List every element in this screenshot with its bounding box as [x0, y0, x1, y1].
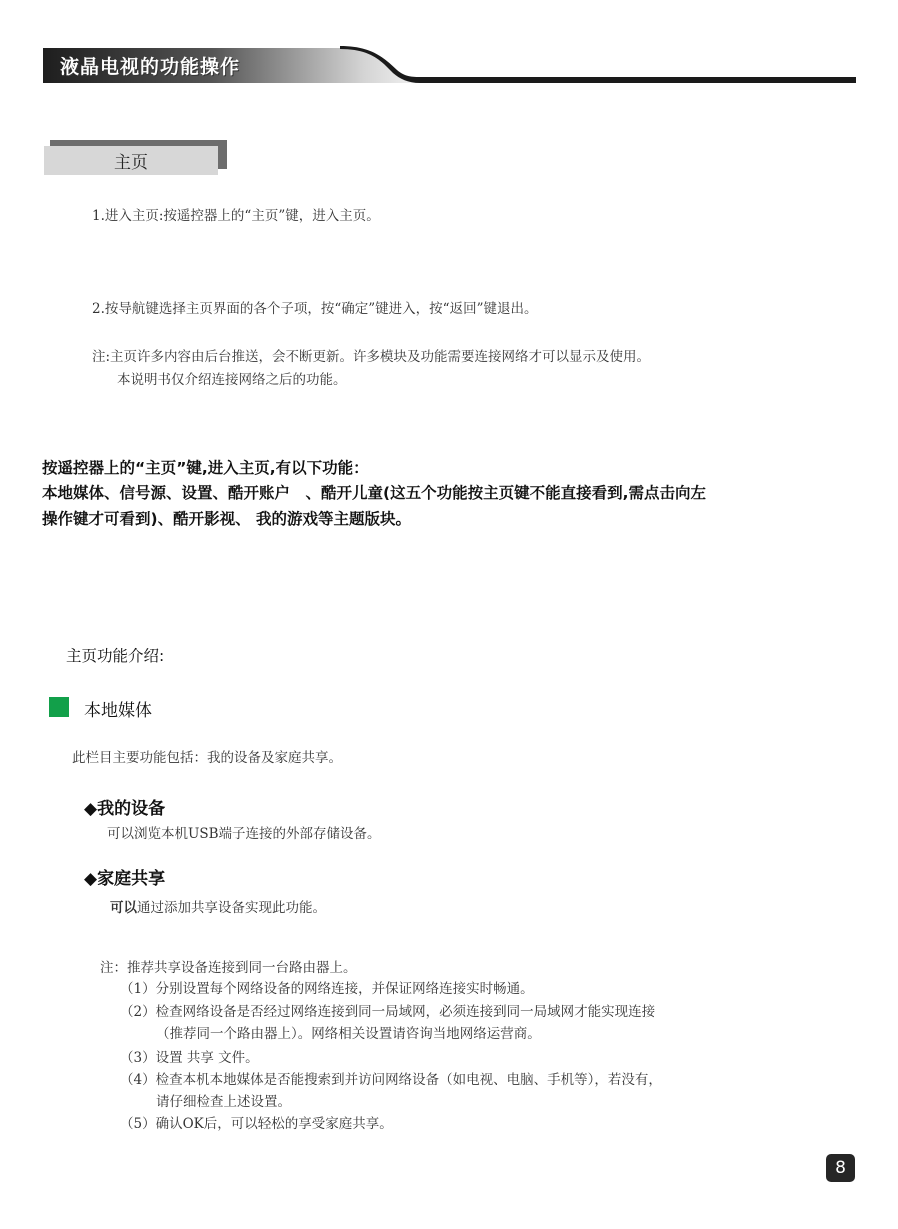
share-note-item-4a: （4）检查本机本地媒体是否能搜索到并访问网络设备（如电视、电脑、手机等），若没有， — [120, 1072, 662, 1088]
share-note-item-4b: 请仔细检查上述设置。 — [156, 1094, 291, 1110]
note-line-2: 本说明书仅介绍连接网络之后的功能。 — [117, 372, 347, 388]
share-note-item-5: （5）确认OK后，可以轻松的享受家庭共享。 — [120, 1116, 393, 1132]
my-devices-heading: ◆我的设备 — [84, 799, 166, 819]
share-note-item-2b: （推荐同一个路由器上）。网络相关设置请咨询当地网络运营商。 — [156, 1026, 541, 1042]
header-title: 液晶电视的功能操作 — [60, 56, 241, 78]
my-devices-desc: 可以浏览本机USB端子连接的外部存储设备。 — [107, 826, 381, 842]
local-media-desc: 此栏目主要功能包括：我的设备及家庭共享。 — [72, 750, 342, 766]
share-note-intro: 注：推荐共享设备连接到同一台路由器上。 — [100, 960, 357, 976]
share-note-item-1: （1）分别设置每个网络设备的网络连接，并保证网络连接实时畅通。 — [120, 981, 534, 997]
home-share-desc-bold: 可以 — [110, 900, 137, 916]
home-share-desc — [110, 896, 326, 916]
header-banner — [0, 0, 898, 100]
share-note-item-2a: （2）检查网络设备是否经过网络连接到同一局域网，必须连接到同一局域网才能实现连接 — [120, 1004, 656, 1020]
intro-heading: 主页功能介绍: — [66, 647, 165, 665]
home-share-heading: ◆家庭共享 — [84, 869, 166, 889]
local-media-heading: 本地媒体 — [84, 701, 152, 721]
section-tab — [44, 146, 218, 175]
note-line-1: 注:主页许多内容由后台推送，会不断更新。许多模块及功能需要连接网络才可以显示及使用。 — [92, 349, 651, 365]
summary-line-2: 本地媒体、信号源、设置、酷开账户 、酷开儿童(这五个功能按主页键不能直接看到,需点击向左 — [42, 484, 706, 502]
step-2: 2.按导航键选择主页界面的各个子项，按“确定”键进入，按“返回”键退出。 — [92, 301, 538, 317]
section-marker — [49, 697, 69, 717]
page-number: 8 — [826, 1154, 855, 1182]
share-note-item-3: （3）设置 共享 文件。 — [120, 1050, 259, 1066]
summary-line-1: 按遥控器上的“主页”键,进入主页,有以下功能： — [42, 459, 369, 477]
home-share-desc-rest: 通过添加共享设备实现此功能。 — [137, 900, 326, 916]
summary-line-3: 操作键才可看到)、酷开影视、 我的游戏等主题版块。 — [42, 510, 411, 528]
section-tab-label: 主页 — [114, 153, 148, 173]
step-1: 1.进入主页:按遥控器上的“主页”键，进入主页。 — [92, 208, 380, 224]
